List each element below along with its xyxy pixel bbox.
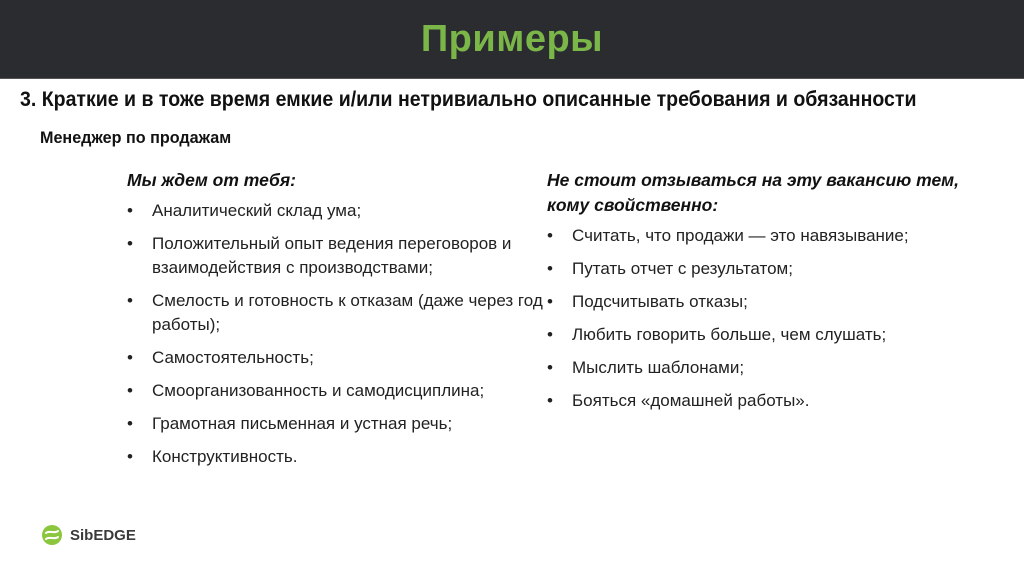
list-item: • Любить говорить больше, чем слушать; [547,323,977,347]
bullet-icon: • [547,292,553,311]
left-column-heading: Мы ждем от тебя: [127,170,296,190]
bullet-icon: • [127,381,133,400]
right-column-heading: Не стоит отзываться на эту вакансию тем, кому свойственно: [547,170,959,215]
requirements-list [127,199,547,469]
bullet-icon: • [127,291,133,310]
list-item: • Подсчитывать отказы; [547,290,977,314]
right-column [547,168,977,422]
list-item: • Смоорганизованность и самодисциплина; [127,379,547,403]
section-subtitle: 3. Краткие и в тоже время емкие и/или нетривиально описанные требования и обязанности [20,88,917,111]
list-item: • Мыслить шаблонами; [547,356,977,380]
anti-requirements-list [547,224,977,413]
bullet-icon: • [127,234,133,253]
bullet-icon: • [547,391,553,410]
logo-text: SibEDGE [70,526,136,544]
list-item: • Смелость и готовность к отказам (даже через год работы); [127,291,543,334]
bullet-icon: • [127,447,133,466]
bullet-icon: • [127,348,133,367]
sibedge-logo-icon [42,525,62,545]
bullet-icon: • [547,259,553,278]
slide-title: Примеры [420,17,604,60]
list-item: • Конструктивность. [127,445,547,469]
bullet-icon: • [127,414,133,433]
list-item: • Бояться «домашней работы». [547,389,977,413]
list-item: • Самостоятельность; [127,346,547,370]
bullet-icon: • [547,226,553,245]
bullet-icon: • [127,201,133,220]
bullet-icon: • [547,358,553,377]
left-column [127,168,547,478]
slide-header [0,0,1024,79]
list-item: • Грамотная письменная и устная речь; [127,412,547,436]
job-role-title: Менеджер по продажам [40,128,232,147]
list-item: • Путать отчет с результатом; [547,257,977,281]
list-item: • Положительный опыт ведения переговоров и взаимодействия с производствами; [127,234,512,277]
bullet-icon: • [547,325,553,344]
list-item: • Считать, что продажи — это навязывание; [547,224,977,248]
company-logo [42,525,136,545]
list-item: • Аналитический склад ума; [127,199,547,223]
